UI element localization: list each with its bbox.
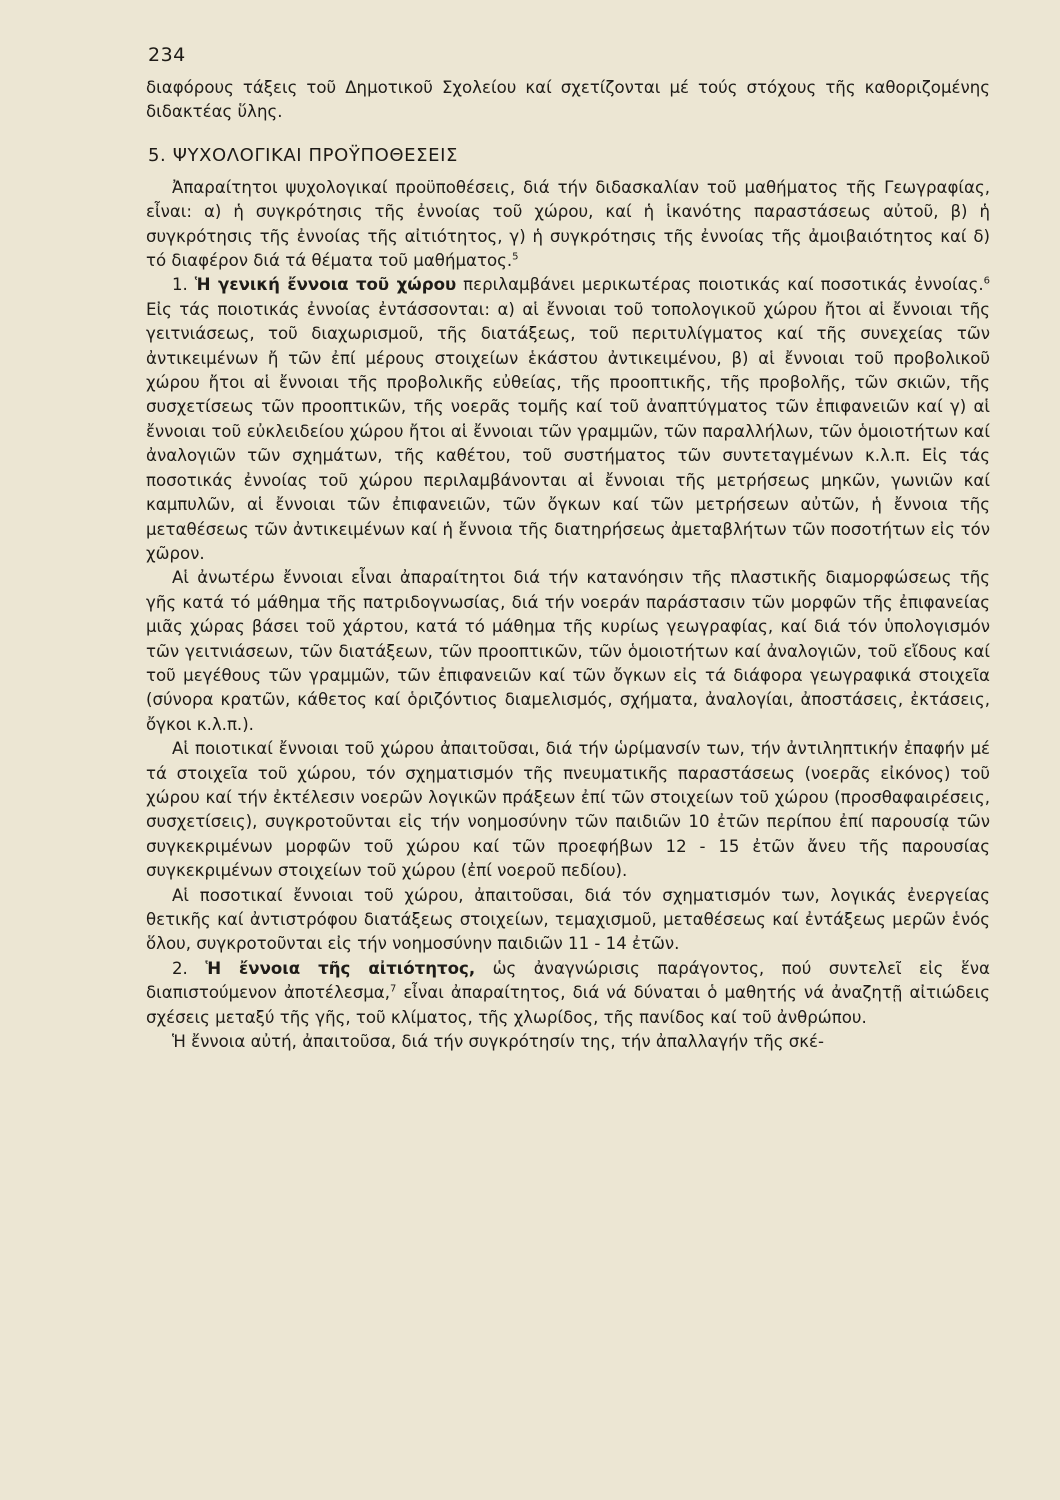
section-number: 5. [148, 144, 167, 166]
paragraph-continuation: Ἡ ἔννοια αὐτή, ἀπαιτοῦσα, διά τήν συγκρότησίν της, τήν ἀπαλλαγήν τῆς σκέ- [172, 1032, 825, 1052]
paragraph-text: Εἰς τάς ποιοτικάς ἐννοίας ἐντάσσονται: α) αἱ ἔννοιαι τοῦ τοπολογικοῦ χώρου ἤτοι αἱ ἔννοιαι τῆς γειτνιάσεως, τοῦ διαχωρισμοῦ, τῆς διατάξεως, τοῦ περιτυλίγματος καί τῆς συνεχείας τῶν ἀντικειμένων ἤ τῶν ἐπί μέρους στοιχείων ἑκάστου ἀντικειμένου, β) αἱ ἔννοιαι τοῦ προβολικοῦ χώρου ἤτοι αἱ ἔννοιαι τῆς προβολικῆς εὐθείας, τῆς προοπτικῆς, τῆς προβολῆς, τῶν σκιῶν, τῆς συσχετίσεως τῶν προοπτικῶν, τῆς νοερᾶς τομῆς καί τοῦ ἀναπτύγματος τῶν ἐπιφανειῶν καί γ) αἱ ἔννοιαι τοῦ εὐκλειδείου χώρου ἤτοι αἱ ἔννοιαι τῶν γραμμῶν, τῶν παραλλήλων, τῶν ὁμοιοτήτων καί ἀναλογιῶν τῶν σχημάτων, τῆς καθέτου, τοῦ συστήματος τῶν συντεταγμένων κ.λ.π. Εἰς τάς ποσοτικάς ἐννοίας τοῦ χώρου περιλαμβάνονται αἱ ἔννοιαι τῆς μετρήσεως μηκῶν, γωνιῶν καί καμπυλῶν, αἱ ἔννοιαι τῶν ἐπιφανειῶν, τῶν ὄγκων καί τῶν μετρήσεων αὐτῶν, ἡ ἔννοια τῆς μεταθέσεως τῶν ἀντικειμένων καί ἡ ἔννοια τῆς διατηρήσεως ἀμεταβλήτων τῶν ποσοτήτων εἰς τόν χῶρον. [146, 299, 990, 563]
paragraph-text: Ἀπαραίτητοι ψυχολογικαί προϋποθέσεις, διά τήν διδασκαλίαν τοῦ μαθήματος τῆς Γεωγραφίας, εἶναι: α) ἡ συγκρότησις τῆς ἐννοίας τοῦ χώρου, καί ἡ ἱκανότης παραστάσεως αὐτοῦ, β) ἡ συγκρότησις τῆς ἐννοίας τῆς αἰτιότητος, γ) ἡ συγκρότησις τῆς ἐννοίας τῆς ἀμοιβαιότητος καί δ) τό διαφέρον διά τά θέματα τοῦ μαθήματος. [146, 177, 990, 271]
section-heading [148, 145, 990, 166]
paragraph-prerequisites [146, 176, 990, 274]
paragraph-text: εἶναι ἀπαραίτητος, διά νά δύναται ὁ μαθητής νά ἀναζητῇ αἰτιώδεις σχέσεις μεταξύ τῆς γῆς, τοῦ κλίματος, τῆς χλωρίδος, τῆς πανίδος καί τοῦ ἀνθρώπου. [146, 983, 990, 1027]
paragraph-concept-of-space [146, 273, 990, 566]
paragraph-text: ὡς ἀναγνώρισις παράγοντος, πού συντελεῖ εἰς ἕνα διαπιστούμενον ἀποτέλεσμα, [146, 958, 990, 1003]
paragraph-causality [146, 957, 990, 1030]
footnote-ref: 5 [512, 251, 519, 263]
item-number: 1. [172, 275, 188, 295]
page-number: 234 [148, 44, 186, 66]
paragraph-qualitative: Αἱ ποιοτικαί ἔννοιαι τοῦ χώρου ἀπαιτοῦσαι, διά τήν ὡρίμανσίν των, τήν ἀντιληπτικήν ἐπαφήν μέ τά στοιχεῖα τοῦ χώρου, τόν σχηματισμόν τῆς πνευματικῆς παραστάσεως (νοερᾶς εἰκόνος) τοῦ χώρου καί τήν ἐκτέλεσιν νοερῶν λογικῶν πράξεων ἐπί τῶν στοιχείων τοῦ χώρου (προσθαφαιρέσεις, συσχετίσεις), συγκροτοῦνται εἰς τήν νοημοσύνην τῶν παιδιῶν 10 ἐτῶν περίπου ἐπί παρουσίᾳ τῶν συγκεκριμένων μορφῶν τοῦ χώρου καί τῶν προεφήβων 12 - 15 ἐτῶν ἄνευ τῆς παρουσίας συγκεκριμένων στοιχείων τοῦ χώρου (ἐπί νοεροῦ πεδίου). [146, 739, 990, 881]
item-number: 2. [172, 958, 188, 978]
section-title: ΨΥΧΟΛΟΓΙΚΑΙ ΠΡΟΫΠΟΘΕΣΕΙΣ [172, 144, 458, 166]
intro-paragraph: διαφόρους τάξεις τοῦ Δημοτικοῦ Σχολείου καί σχετίζονται μέ τούς στόχους τῆς καθοριζομένης διδακτέας ὕλης. [146, 78, 990, 122]
footnote-ref: 7 [389, 983, 397, 995]
footnote-ref: 6 [983, 275, 990, 287]
paragraph-quantitative: Αἱ ποσοτικαί ἔννοιαι τοῦ χώρου, ἀπαιτοῦσαι, διά τόν σχηματισμόν των, λογικάς ἐνεργείας θετικῆς καί ἀντιστρόφου διατάξεως στοιχείων, τεμαχισμοῦ, μεταθέσεως καί ἐντάξεως μερῶν ἑνός ὅλου, συγκροτοῦνται εἰς τήν νοημοσύνην παιδιῶν 11 - 14 ἐτῶν. [146, 885, 990, 954]
paragraph-necessity: Αἱ ἀνωτέρω ἔννοιαι εἶναι ἀπαραίτητοι διά τήν κατανόησιν τῆς πλαστικῆς διαμορφώσεως τῆς γῆς κατά τό μάθημα τῆς πατριδογνωσίας, διά τήν νοεράν παράστασιν τῶν μορφῶν τῆς ἐπιφανείας μιᾶς χώρας βάσει τοῦ χάρτου, κατά τό μάθημα τῆς κυρίως γεωγραφίας, καί διά τόν ὑπολογισμόν τῶν γειτνιάσεων, τῶν διατάξεων, τῶν προοπτικῶν, τῶν ὁμοιοτήτων καί ἀναλογιῶν, τοῦ εἴδους καί τοῦ μεγέθους τῶν γραμμῶν, τῶν ἐπιφανειῶν καί τῶν ὄγκων εἰς τά διάφορα γεωγραφικά στοιχεῖα (σύνορα κρατῶν, κάθετος καί ὁριζόντιος διαμελισμός, σχήματα, ἀναλογίαι, ἀποστάσεις, ἐκτάσεις, ὄγκοι κ.λ.π.). [146, 568, 990, 734]
paragraph-text: περιλαμβάνει μερικωτέρας ποιοτικάς καί ποσοτικάς ἐννοίας. [456, 275, 984, 295]
bold-term: Ἡ ἔννοια τῆς αἰτιότητος, [205, 958, 476, 978]
bold-term: Ἡ γενική ἔννοια τοῦ χώρου [194, 275, 457, 295]
